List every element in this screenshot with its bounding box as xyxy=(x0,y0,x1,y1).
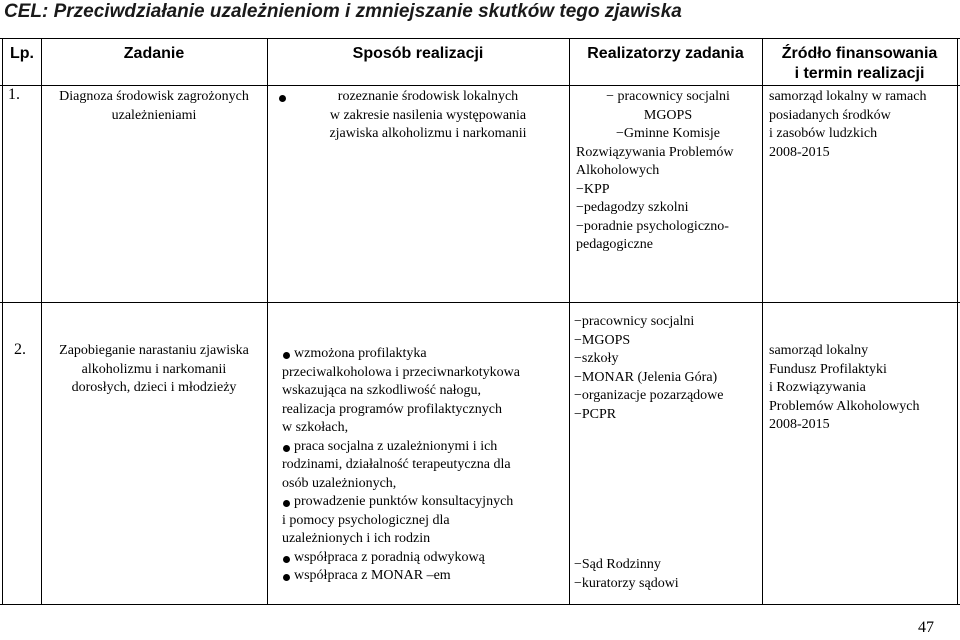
header-funding-line2: i termin realizacji xyxy=(794,65,925,82)
col-border-executors xyxy=(762,38,763,605)
row2-method-bullet xyxy=(282,549,568,568)
bullet-line: współpraca z poradnią odwykową xyxy=(294,549,485,565)
row1-funding xyxy=(769,88,955,162)
bullet-line: osób uzależnionych, xyxy=(282,475,397,491)
executor-line: −organizacje pozarządowe xyxy=(574,388,724,403)
executor-line: − pracownicy socjalni xyxy=(606,89,730,104)
row1-lp: 1. xyxy=(8,86,20,103)
row2-lp: 2. xyxy=(14,341,26,358)
bullet-line: rodzinami, działalność terapeutyczna dla xyxy=(282,457,511,472)
row2-funding xyxy=(769,342,955,435)
row1-method xyxy=(278,88,566,144)
row2-executors-bottom xyxy=(574,556,760,593)
funding-line: Fundusz Profilaktyki xyxy=(769,361,887,377)
bullet-line: realizacja programów profilaktycznych xyxy=(282,401,503,417)
executor-line: pedagogiczne xyxy=(576,237,653,252)
executor-line: MGOPS xyxy=(643,107,693,123)
funding-line: i zasobów ludzkich xyxy=(769,126,878,141)
header-lp: Lp. xyxy=(10,45,34,62)
table-top-border xyxy=(0,38,960,39)
header-executors: Realizatorzy zadania xyxy=(587,45,744,62)
document-heading: CEL: Przeciwdziałanie uzależnieniom i zmniejszanie skutków tego zjawiska xyxy=(4,1,682,22)
bullet-dot-icon xyxy=(283,445,290,452)
bullet-dot-icon xyxy=(283,556,290,563)
row1-method-bullet xyxy=(278,88,566,144)
row2-task-line: alkoholizmu i narkomanii xyxy=(81,361,227,377)
bullet-dot-icon xyxy=(279,95,286,102)
col-border-left xyxy=(2,38,3,605)
funding-line: 2008-2015 xyxy=(769,417,830,432)
header-funding-line1: Źródło finansowania xyxy=(781,45,938,62)
bullet-line: prowadzenie punktów konsultacyjnych xyxy=(294,494,514,509)
executor-line: −Sąd Rodzinny xyxy=(574,557,661,572)
bullet-line: współpraca z MONAR –em xyxy=(294,568,451,583)
funding-line: samorząd lokalny xyxy=(769,343,869,358)
bullet-dot-icon xyxy=(283,574,290,581)
funding-line: samorząd lokalny w ramach xyxy=(769,89,927,104)
bullet-line: zjawiska alkoholizmu i narkomanii xyxy=(329,126,527,141)
executor-line: Alkoholowych xyxy=(576,163,660,178)
page-number: 47 xyxy=(918,619,934,636)
executor-line: −kuratorzy sądowi xyxy=(574,575,679,591)
bullet-line: w szkołach, xyxy=(282,420,349,435)
executor-line: −KPP xyxy=(576,181,610,197)
executor-line: −pracownicy socjalni xyxy=(574,314,695,329)
row2-task-line: dorosłych, dzieci i młodzieży xyxy=(71,380,237,395)
bullet-dot-icon xyxy=(283,352,290,359)
funding-line: i Rozwiązywania xyxy=(769,380,866,395)
header-task: Zadanie xyxy=(123,45,185,62)
executor-line: −MGOPS xyxy=(574,332,631,348)
row1-task-line: Diagnoza środowisk zagrożonych xyxy=(59,89,249,104)
header-method: Sposób realizacji xyxy=(352,45,484,62)
executor-line: −PCPR xyxy=(574,406,617,422)
row2-task-line: Zapobieganie narastaniu zjawiska xyxy=(59,343,249,358)
funding-line: Problemów Alkoholowych xyxy=(769,398,920,414)
row2-task xyxy=(41,342,267,398)
row1-task-line: uzależnieniami xyxy=(111,107,197,123)
bullet-line: przeciwalkoholowa i przeciwnarkotykowa xyxy=(282,364,520,380)
row1-top-border xyxy=(0,85,960,86)
executor-line: −poradnie psychologiczno- xyxy=(576,218,729,234)
bullet-line: praca socjalna z uzależnionymi i ich xyxy=(294,438,498,454)
bullet-line: uzależnionych i ich rodzin xyxy=(282,531,431,546)
bullet-line: wzmożona profilaktyka xyxy=(294,346,427,361)
executor-line: −MONAR (Jelenia Góra) xyxy=(574,369,718,385)
row2-executors-top xyxy=(574,313,760,424)
table-bottom-border xyxy=(0,604,960,605)
funding-line: posiadanych środków xyxy=(769,107,891,123)
bullet-line: rozeznanie środowisk lokalnych xyxy=(337,89,519,104)
header-funding xyxy=(762,44,957,84)
executor-line: Rozwiązywania Problemów xyxy=(576,144,734,160)
executor-line: −Gminne Komisje xyxy=(616,126,720,141)
bullet-line: w zakresie nasilenia występowania xyxy=(329,107,527,123)
bullet-line: wskazująca na szkodliwość nałogu, xyxy=(282,383,482,398)
col-border-right xyxy=(957,38,958,605)
row2-method-bullet xyxy=(282,567,568,586)
col-border-method xyxy=(569,38,570,605)
row2-top-border xyxy=(0,302,960,303)
bullet-line: i pomocy psychologicznej dla xyxy=(282,512,450,528)
row2-method-bullet xyxy=(282,345,568,438)
col-border-task xyxy=(267,38,268,605)
executor-line: −szkoły xyxy=(574,351,619,366)
row2-method xyxy=(282,345,568,586)
row1-task xyxy=(41,88,267,125)
funding-line: 2008-2015 xyxy=(769,144,830,160)
row2-method-bullet xyxy=(282,493,568,549)
row2-method-bullet xyxy=(282,438,568,494)
row1-executors xyxy=(576,88,760,255)
executor-line: −pedagodzy szkolni xyxy=(576,200,689,215)
bullet-dot-icon xyxy=(283,500,290,507)
